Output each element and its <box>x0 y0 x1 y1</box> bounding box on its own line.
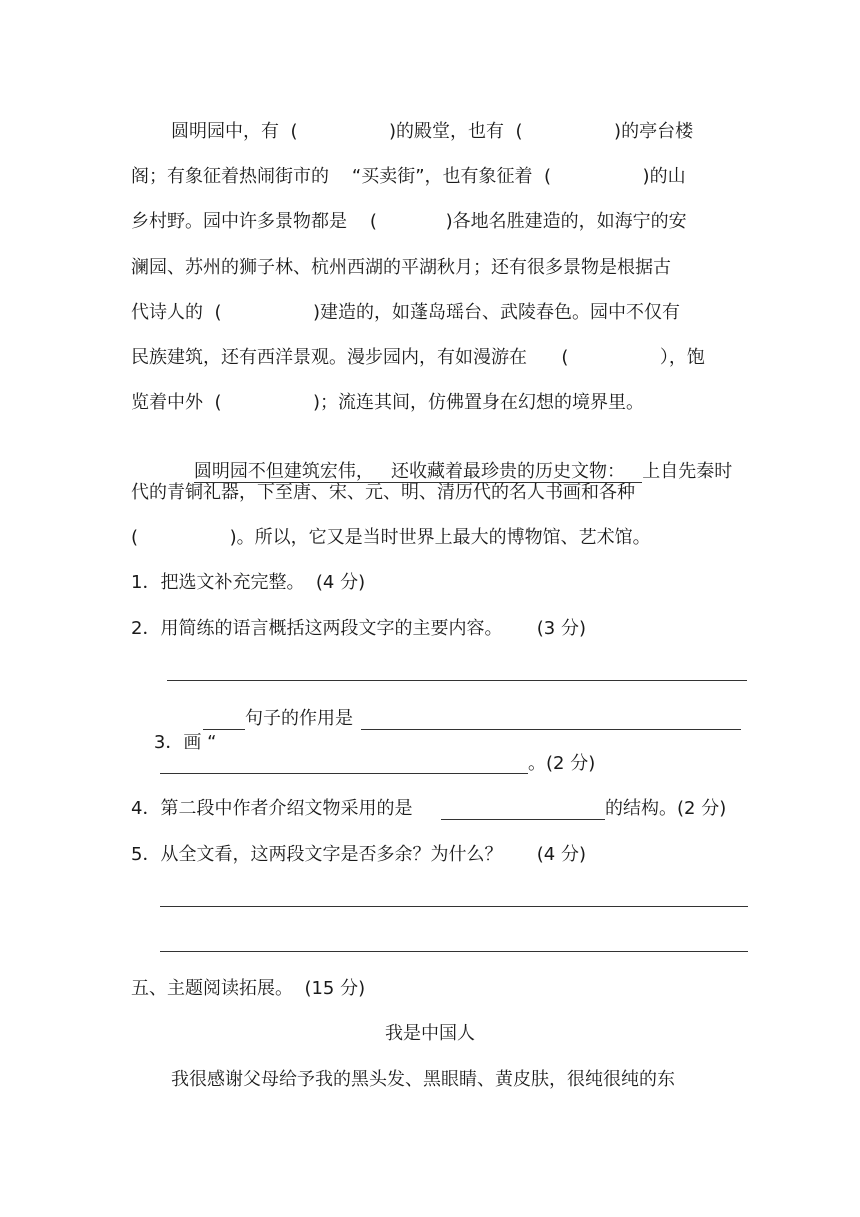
answer-line-q3-b[interactable] <box>160 773 528 774</box>
passage-line: 民族建筑，还有西洋景观。漫步园内，有如漫游在 ( ），饱 <box>131 347 705 368</box>
answer-line-q2[interactable] <box>167 680 747 681</box>
answer-line-q5-a[interactable] <box>160 906 748 907</box>
passage-line: 澜园、苏州的狮子林、杭州西湖的平湖秋月；还有很多景物是根据古 <box>131 257 671 278</box>
article-line: 我很感谢父母给予我的黑头发、黑眼睛、黄皮肤，很纯很纯的东 <box>171 1069 675 1090</box>
passage-text: 上自先秦时 <box>642 461 733 482</box>
answer-blank-q4[interactable] <box>441 819 605 820</box>
question-3-score: 。(2 分) <box>528 753 596 774</box>
question-4: 4．第二段中作者介绍文物采用的是 <box>131 798 413 819</box>
passage-line: 圆明园中，有 ( )的殿堂，也有 ( )的亭台楼 <box>171 121 694 142</box>
question-1: 1．把选文补充完整。 (4 分) <box>131 572 366 593</box>
underlined-sentence: 圆明园不但建筑宏伟， 还收藏着最珍贵的历史文物： <box>193 461 643 482</box>
passage-line: 代诗人的 ( )建造的，如蓬岛瑶台、武陵春色。园中不仅有 <box>131 302 681 323</box>
question-3 <box>131 707 216 779</box>
section-heading: 五、主题阅读拓展。 (15 分) <box>131 978 366 999</box>
passage-line: 阁；有象征着热闹街市的 “买卖街”，也有象征着 ( )的山 <box>131 166 686 187</box>
passage-line: ( )。所以，它又是当时世界上最大的博物馆、艺术馆。 <box>131 527 651 548</box>
answer-line-q3-a[interactable] <box>361 729 741 730</box>
passage-line: 览着中外 ( )；流连其间，仿佛置身在幻想的境界里。 <box>131 392 645 413</box>
passage-line: 代的青铜礼器，下至唐、宋、元、明、清历代的名人书画和各种 <box>131 482 635 503</box>
question-3-prefix: 3．画 “ <box>153 732 217 753</box>
passage-line: 乡村野。园中许多景物都是 ( )各地名胜建造的，如海宁的安 <box>131 211 687 232</box>
question-5: 5．从全文看，这两段文字是否多余？为什么？ (4 分) <box>131 844 586 865</box>
answer-blank-q3-mark[interactable] <box>203 729 245 730</box>
question-2: 2．用简练的语言概括这两段文字的主要内容。 (3 分) <box>131 618 586 639</box>
answer-line-q5-b[interactable] <box>160 951 748 952</box>
question-4-tail: 的结构。(2 分) <box>605 798 727 819</box>
article-title: 我是中国人 <box>385 1023 475 1044</box>
question-3-text: 句子的作用是 <box>245 708 353 729</box>
